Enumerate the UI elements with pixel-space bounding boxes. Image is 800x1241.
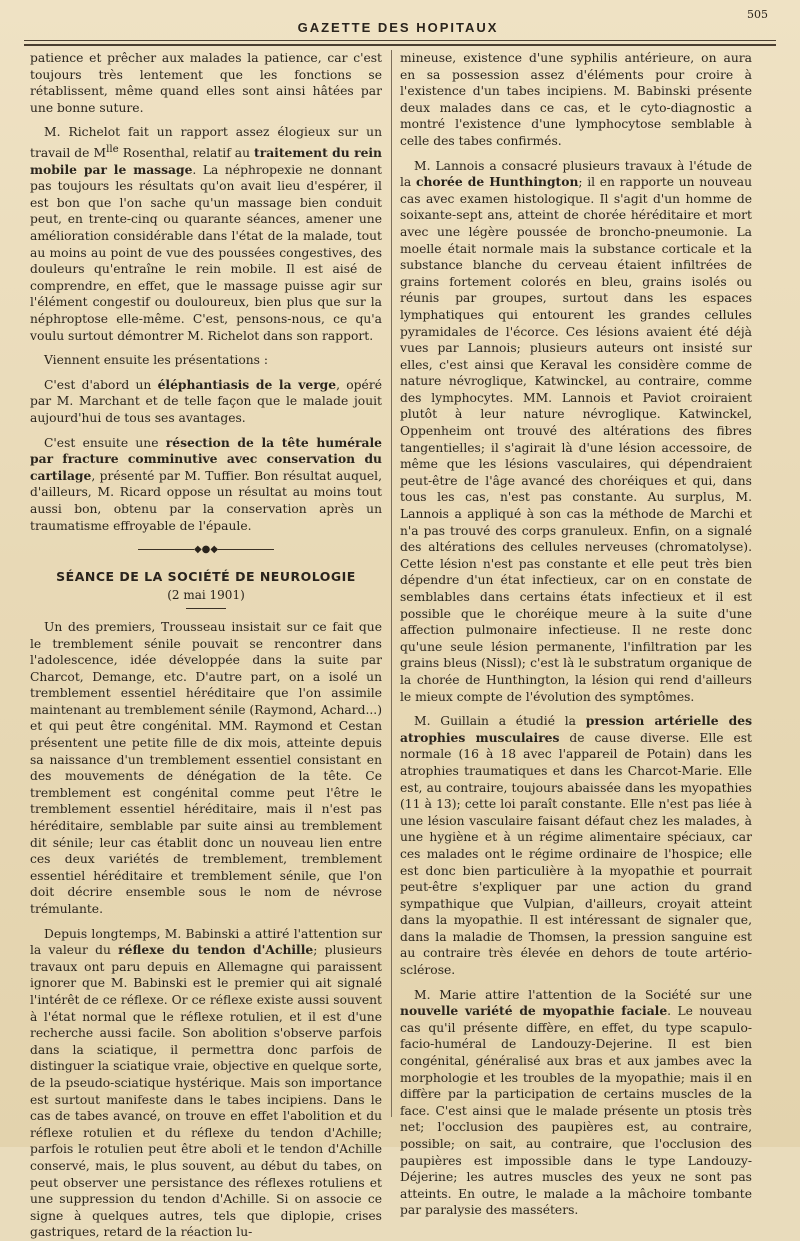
paragraph-pression <box>400 713 752 979</box>
bold-topic: traitement du rein mobile par le massage <box>30 145 383 177</box>
paragraph-tremblement: Un des premiers, Trousseau insistait sur ce fait que le tremblement sénile pouvait se rencontrer dans l'adolescence, idée développée dans la suite par Charcot, Demange, etc. D'autre part, on a isolé un tremblement essentiel héréditaire que l'on assimile maintenant au tremblement sénile (Raymond, Achard...) et qui peut être congénital. MM. Raymond et Cestan présentent une petite fille de dix mois, atteinte depuis sa naissance d'un tremblement essentiel consistant en des mouvements de dénégation de la tête. Ce tremblement est congénital comme peut l'être le tremblement essentiel héréditaire, mais il n'est pas héréditaire, semblable par suite ainsi au tremblement dit sénile; leur cas établit donc un nouveau lien entre ces deux variétés de tremblement, tremblement essentiel héréditaire et tremblement sénile, que l'on doit décrire ensemble sous le nom de névrose trémulante. <box>30 619 382 916</box>
page-header <box>20 8 776 44</box>
page-number: 505 <box>747 8 768 21</box>
paragraph-achille <box>30 926 382 1241</box>
paragraph-chorea <box>400 158 752 706</box>
text-run: , opéré par M. Marchant et de telle façon que le malade jouit aujourd'hui de tous ses avantages. <box>30 377 382 425</box>
paragraph: patience et prêcher aux malades la patience, car c'est toujours très lentement que les fonctions se rétablissent, même quand elles sont ainsi hâtées par une bonne suture. <box>30 51 382 115</box>
text-run: . La néphropexie ne donnant pas toujours les résultats qu'on avait lieu d'espérer, il est bon que l'on sache qu'un massage bien conduit peut, en trente-cinq ou quarante séances, amener une amélioration considérable dans l'état de la malade, tout au moins au point de vue des poussées congestives, des douleurs qu'entraîne le rein mobile. Il est aisé de comprendre, en effet, que le massage puisse agir sur l'élément congestif ou douloureux, bien plus que sur la néphroptose elle-même. C'est, pensons-nous, ce qu'a voulu surtout démontrer M. Richelot dans son rapport. <box>30 162 382 343</box>
left-column <box>30 50 383 1240</box>
text-run: de cause diverse. Elle est normale (16 à 18 avec l'appareil de Potain) dans les atrophies traumatiques et dans les Charcot-Marie. Elle est, au contraire, toujours abaissée dans les myopathies (11 à 13); cette loi paraît constante. Elle n'est pas liée à une lésion vasculaire faisant défaut chez les malades, à une hygiène et à un régime alimentaire spéciaux, car ces malades ont le régime ordinaire de l'hospice; elle est donc bien particulière à la myopathie et pourrait peut-être s'expliquer par une action du grand sympathique que Vulpian, d'ailleurs, croyait atteint dans la myopathie. Il est intéressant de signaler que, dans la maladie de Thomsen, la pression sanguine est au contraire très élevée en dehors de toute artério-sclérose. <box>400 730 753 978</box>
bold-topic: résection de la tête humérale par fracture comminutive avec conservation du cartilage <box>30 434 382 483</box>
bold-topic: chorée de Hunthington <box>415 174 579 190</box>
section-date: (2 mai 1901) <box>167 588 245 603</box>
paragraph-elephantiasis <box>30 377 382 427</box>
text-run: ; plusieurs travaux ont paru depuis en Allemagne qui paraissent ignorer que M. Babinski est le premier qui ait signalé l'intérêt de ce réflexe. Or ce réflexe existe aussi souvent à l'état normal que le réflexe rotulien, et il est d'une recherche aussi facile. Son abolition s'observe parfois dans la sciatique, il permettra donc parfois de distinguer la sciatique vraie, objective en quelque sorte, de la pseudo-sciatique hystérique. Mais son importance est surtout manifeste dans le tabes incipiens. Dans le cas de tabes avancé, on trouve en effet l'abolition et du réflexe rotulien et du réflexe du tendon d'Achille; parfois le rotulien peut être aboli et le tendon d'Achille conservé, mais, le plus souvent, au début du tabes, on peut observer une persistance des réflexes rotuliens et une suppression du tendon d'Achille. Si on associe ce signe à quelques autres, tels que diplopie, crises gastriques, retard de la réaction lu- <box>30 943 383 1240</box>
journal-title: GAZETTE DES HOPITAUX <box>297 20 499 35</box>
text-run: M. Lannois a consacré plusieurs travaux à l'étude de la <box>400 158 752 190</box>
paragraph-myopathie <box>400 987 752 1219</box>
text-run: C'est d'abord un <box>44 377 158 392</box>
text-run: M. Guillain a étudié la <box>414 714 586 729</box>
text-run: lle <box>106 142 119 155</box>
text-run: M. Richelot fait un rapport assez élogieux sur un travail de M <box>30 125 382 161</box>
section-rule <box>186 608 226 609</box>
paragraph: Viennent ensuite les présentations : <box>44 353 269 368</box>
bold-topic: pression artérielle des atrophies musculaires <box>400 713 752 745</box>
section-ornament: ◆●◆ <box>30 542 382 559</box>
column-divider <box>391 50 392 1117</box>
bold-topic: éléphantiasis de la verge <box>157 376 337 392</box>
text-run: . Le nouveau cas qu'il présente diffère, en effet, du type scapulo-facio-huméral de Landouzy-Dejerine. Il est bien congénital, généralisé aux bras et aux jambes avec la morphologie et les troubles de la myopathie; mais il en diffère par la participation de certains muscles de la face. C'est ainsi que le malade présente un ptosis très net; l'occlusion des paupières est, au contraire, possible; on sait, au contraire, que l'occlusion des paupières est impossible dans le type Landouzy-Déjerine; les autres muscles des yeux ne sont pas atteints. En outre, le malade a la mâchoire tombante par paralysie des masséters. <box>400 1004 753 1218</box>
bold-topic: nouvelle variété de myopathie faciale <box>400 1003 668 1019</box>
header-rule-thick <box>24 44 776 46</box>
text-run: C'est ensuite une <box>44 435 166 450</box>
text-run: , présenté par M. Tuffier. Bon résultat auquel, d'ailleurs, M. Ricard oppose un résultat au moins tout aussi bon, obtenu par la conservation après un traumatisme effroyable de l'épaule. <box>30 468 382 533</box>
text-run: M. Marie attire l'attention de la Société sur une <box>414 987 752 1002</box>
paragraph-resection <box>30 435 382 535</box>
paragraph-rein-mobile <box>30 124 382 344</box>
text-run: ; il en rapporte un nouveau cas avec examen histologique. Il s'agit d'un homme de soixante-sept ans, atteint de chorée héréditaire et mort avec une légère poussée de broncho-pneumonie. La moelle était normale mais la substance corticale et la substance blanche du cerveau étaient infiltrées de grains fortement colorés en bleu, grains isolés ou réunis par groupes, surtout dans les espaces lymphatiques qui entourent les grandes cellules pyramidales de l'écorce. Ces lésions avaient été déjà vues par Lannois; plusieurs auteurs ont insisté sur elles, c'est ainsi que Keraval les considère comme de nature névroglique, Katwinckel, au contraire, comme des lymphocytes. MM. Lannois et Paviot croiraient plutôt à leur nature névroglique. Katwinckel, Oppenheim ont trouvé des altérations des fibres tangentielles; il s'agirait là d'une lésion accessoire, de même que les lésions vasculaires, qui dépendraient peut-être de l'âge avancé des choréiques et qui, dans tous les cas, n'est pas constante. Au surplus, M. Lannois a appliqué à son cas la méthode de Marchi et n'a pas trouvé des corps granuleux. Enfin, on a signalé des altérations des cellules nerveuses (chromatolyse). Cette lésion n'est pas constante et elle peut très bien dépendre d'un état infectieux, car on en constate de semblables dans certains états infectieux et il est possible que le choréique meure à la suite d'une affection pulmonaire infectieuse. Il ne reste donc qu'une seule lésion permanente, l'infiltration par les grains bleus (Nissl); c'est là le substratum organique de la chorée de Hunthington, la lésion qui rend d'ailleurs le mieux compte de l'évolution des symptômes. <box>400 175 752 704</box>
text-run: Rosenthal, relatif au <box>118 146 255 161</box>
paragraph: mineuse, existence d'une syphilis antérieure, on aura en sa possession assez d'éléments pour croire à l'existence d'un tabes incipiens. M. Babinski présente deux malades dans ce cas, et le cyto-diagnostic a montré l'existence d'une lymphocytose semblable à celle des tabes confirmés. <box>400 51 752 148</box>
header-rule <box>24 40 776 41</box>
text-run: Depuis longtemps, M. Babinski a attiré l'attention sur la valeur du <box>30 926 382 958</box>
right-column <box>400 50 753 1218</box>
bold-topic: réflexe du tendon d'Achille <box>118 942 314 958</box>
section-title: SÉANCE DE LA SOCIÉTÉ DE NEUROLOGIE <box>56 568 356 584</box>
